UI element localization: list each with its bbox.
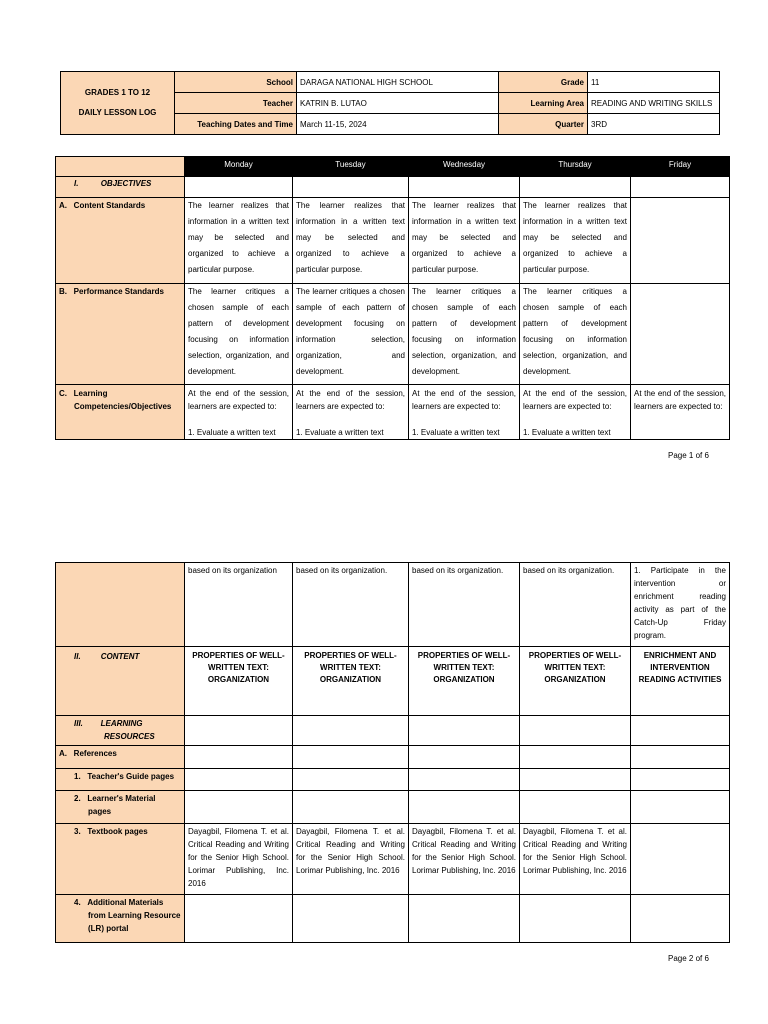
content-standards-cell: The learner realizes that information in a written text may be selected and organized to achieve a particular purpose.: [520, 198, 631, 284]
textbook-cell: [631, 824, 730, 895]
learners-material-cell: [520, 791, 631, 824]
teachers-guide-label: [56, 769, 185, 791]
day-header-blank: [56, 157, 185, 177]
competencies-cell: At the end of the session, learners are expected to:: [631, 385, 730, 440]
competencies-label: [56, 385, 185, 440]
continuation-cell: 1. Participate in the intervention or enrichment reading activity as part of the Catch-Up Friday program.: [631, 563, 730, 647]
additional-materials-line3: (LR) portal: [88, 924, 129, 933]
references-cell: [631, 746, 730, 769]
content-standards-cell: [631, 198, 730, 284]
continuation-cell: based on its organization: [185, 563, 293, 647]
objectives-section-label: [56, 177, 185, 198]
references-cell: [520, 746, 631, 769]
learning-area-value: READING AND WRITING SKILLS: [588, 93, 720, 114]
performance-standards-label: [56, 284, 185, 385]
additional-materials-label: [56, 895, 185, 943]
page-number-1: Page 1 of 6: [668, 451, 709, 460]
objectives-num: I.: [74, 179, 79, 188]
day-header-friday: Friday: [631, 157, 730, 177]
teachers-guide-text: Teacher's Guide pages: [87, 772, 175, 781]
textbook-num: 3.: [74, 827, 81, 836]
references-cell: [293, 746, 409, 769]
teacher-value: KATRIN B. LUTAO: [297, 93, 499, 114]
content-standards-cell: The learner realizes that information in a written text may be selected and organized to achieve a particular purpose.: [185, 198, 293, 284]
performance-standards-cell: The learner critiques a chosen sample of each pattern of development focusing on information selection, organization, and development.: [520, 284, 631, 385]
content-cell: PROPERTIES OF WELL-WRITTEN TEXT: ORGANIZATION: [185, 647, 293, 716]
performance-standards-text: Performance Standards: [73, 287, 164, 296]
textbook-label: [56, 824, 185, 895]
learners-material-label: [56, 791, 185, 824]
quarter-label: Quarter: [499, 114, 588, 135]
quarter-value: 3RD: [588, 114, 720, 135]
dates-label: Teaching Dates and Time: [175, 114, 297, 135]
teacher-label: Teacher: [175, 93, 297, 114]
performance-standards-num: B.: [59, 287, 67, 296]
additional-materials-cell: [185, 895, 293, 943]
lesson-table-page1: [55, 156, 730, 440]
competencies-label-line1: Learning: [73, 389, 108, 398]
learning-resources-cell: [409, 716, 520, 746]
learners-material-line2: pages: [88, 807, 112, 816]
performance-standards-cell: The learner critiques a chosen sample of each pattern of development focusing on information selection, organization, and development.: [409, 284, 520, 385]
dll-title-cell: [61, 72, 175, 135]
content-num: II.: [74, 652, 81, 661]
objectives-cell: [293, 177, 409, 198]
content-standards-cell: The learner realizes that information in a written text may be selected and organized to achieve a particular purpose.: [409, 198, 520, 284]
content-cell: PROPERTIES OF WELL-WRITTEN TEXT: ORGANIZATION: [409, 647, 520, 716]
additional-materials-cell: [409, 895, 520, 943]
continuation-cell: based on its organization.: [293, 563, 409, 647]
performance-standards-cell: The learner critiques a chosen sample of each pattern of development focusing on information selection, organization, and development.: [293, 284, 409, 385]
references-text: References: [73, 749, 117, 758]
performance-standards-cell: [631, 284, 730, 385]
content-label: CONTENT: [100, 652, 140, 661]
references-label: [56, 746, 185, 769]
learning-resources-cell: [631, 716, 730, 746]
teachers-guide-cell: [185, 769, 293, 791]
objectives-cell: [631, 177, 730, 198]
textbook-cell: Dayagbil, Filomena T. et al. Critical Reading and Writing for the Senior High School. Lorimar Publishing, Inc. 2016: [185, 824, 293, 895]
content-standards-label: [56, 198, 185, 284]
content-cell: ENRICHMENT AND INTERVENTION READING ACTIVITIES: [631, 647, 730, 716]
competencies-cell: At the end of the session, learners are expected to: 1. Evaluate a written text: [520, 385, 631, 440]
additional-materials-line1: Additional Materials: [87, 898, 164, 907]
objectives-label: OBJECTIVES: [100, 179, 152, 188]
day-header-wednesday: Wednesday: [409, 157, 520, 177]
learning-resources-cell: [520, 716, 631, 746]
additional-materials-cell: [293, 895, 409, 943]
objectives-cell: [409, 177, 520, 198]
learners-material-line1: Learner's Material: [87, 794, 156, 803]
school-value: DARAGA NATIONAL HIGH SCHOOL: [297, 72, 499, 93]
teachers-guide-cell: [520, 769, 631, 791]
page-number-2: Page 2 of 6: [668, 954, 709, 963]
competencies-cell: At the end of the session, learners are expected to: 1. Evaluate a written text: [409, 385, 520, 440]
competencies-cell: At the end of the session, learners are expected to: 1. Evaluate a written text: [293, 385, 409, 440]
teachers-guide-num: 1.: [74, 772, 81, 781]
competencies-num: C.: [59, 389, 67, 398]
dll-title-line1: GRADES 1 TO 12: [84, 88, 151, 97]
competencies-label-line2: Competencies/Objectives: [74, 402, 172, 411]
content-standards-num: A.: [59, 201, 67, 210]
content-cell: PROPERTIES OF WELL-WRITTEN TEXT: ORGANIZATION: [520, 647, 631, 716]
learners-material-cell: [409, 791, 520, 824]
performance-standards-cell: The learner critiques a chosen sample of each pattern of development focusing on information selection, organization, and development.: [185, 284, 293, 385]
lesson-table-page2: [55, 562, 730, 943]
learning-resources-num: III.: [74, 719, 83, 728]
textbook-cell: Dayagbil, Filomena T. et al. Critical Reading and Writing for the Senior High School. Lorimar Publishing, Inc. 2016: [293, 824, 409, 895]
day-header-thursday: Thursday: [520, 157, 631, 177]
learning-resources-cell: [185, 716, 293, 746]
teachers-guide-cell: [631, 769, 730, 791]
additional-materials-line2: from Learning Resource: [88, 911, 181, 920]
additional-materials-num: 4.: [74, 898, 81, 907]
content-section-label: [56, 647, 185, 716]
learning-resources-line1: LEARNING: [100, 719, 143, 728]
header-table: [60, 71, 720, 135]
learning-resources-cell: [293, 716, 409, 746]
competencies-cell: At the end of the session, learners are expected to: 1. Evaluate a written text: [185, 385, 293, 440]
references-cell: [409, 746, 520, 769]
day-header-tuesday: Tuesday: [293, 157, 409, 177]
learners-material-cell: [185, 791, 293, 824]
teachers-guide-cell: [409, 769, 520, 791]
learners-material-cell: [631, 791, 730, 824]
continuation-cell: based on its organization.: [520, 563, 631, 647]
textbook-text: Textbook pages: [87, 827, 148, 836]
day-header-monday: Monday: [185, 157, 293, 177]
learning-resources-label: [56, 716, 185, 746]
teachers-guide-cell: [293, 769, 409, 791]
dates-value: March 11-15, 2024: [297, 114, 499, 135]
grade-label: Grade: [499, 72, 588, 93]
objectives-cell: [520, 177, 631, 198]
learning-area-label: Learning Area: [499, 93, 588, 114]
additional-materials-cell: [631, 895, 730, 943]
references-cell: [185, 746, 293, 769]
continuation-cell: based on its organization.: [409, 563, 520, 647]
content-standards-cell: The learner realizes that information in a written text may be selected and organized to achieve a particular purpose.: [293, 198, 409, 284]
school-label: School: [175, 72, 297, 93]
learners-material-cell: [293, 791, 409, 824]
continuation-label: [56, 563, 185, 647]
textbook-cell: Dayagbil, Filomena T. et al. Critical Reading and Writing for the Senior High School. Lorimar Publishing, Inc. 2016: [520, 824, 631, 895]
learners-material-num: 2.: [74, 794, 81, 803]
references-num: A.: [59, 749, 67, 758]
additional-materials-cell: [520, 895, 631, 943]
content-standards-text: Content Standards: [73, 201, 146, 210]
learning-resources-line2: RESOURCES: [104, 732, 155, 741]
grade-value: 11: [588, 72, 720, 93]
content-cell: PROPERTIES OF WELL-WRITTEN TEXT: ORGANIZATION: [293, 647, 409, 716]
objectives-cell: [185, 177, 293, 198]
dll-title-line2: DAILY LESSON LOG: [78, 108, 157, 117]
textbook-cell: Dayagbil, Filomena T. et al. Critical Reading and Writing for the Senior High School. Lorimar Publishing, Inc. 2016: [409, 824, 520, 895]
